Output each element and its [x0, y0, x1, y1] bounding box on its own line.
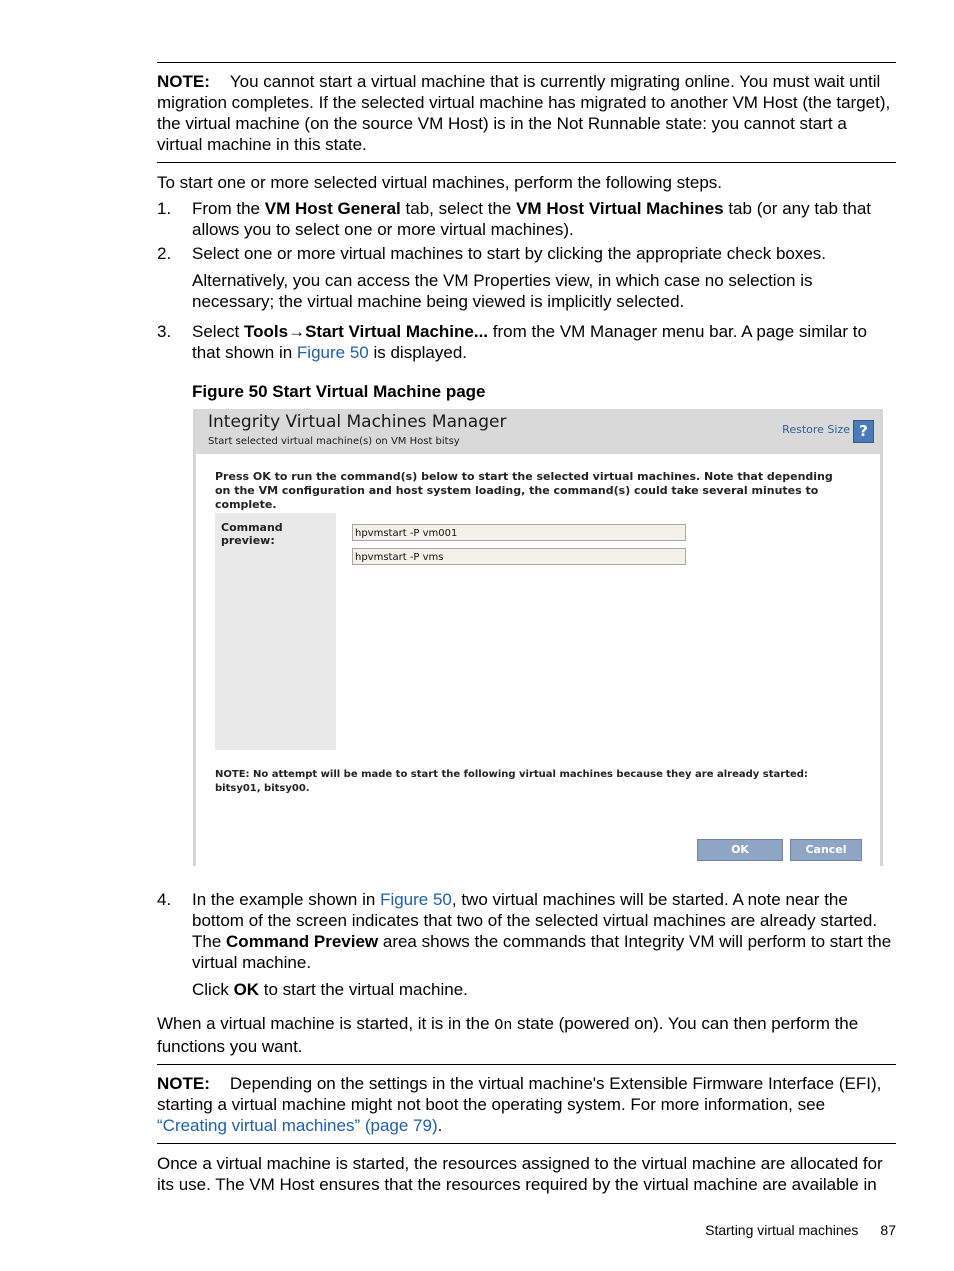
- figure-screenshot: [193, 409, 883, 866]
- note-migration: [157, 63, 896, 162]
- step-text: is displayed.: [368, 343, 468, 362]
- figure-header: [196, 409, 880, 454]
- cancel-button[interactable]: Cancel: [790, 839, 862, 861]
- command-preview-label: Command preview:: [221, 521, 283, 547]
- figure-link[interactable]: Figure 50: [296, 343, 369, 362]
- note-text: .: [437, 1116, 443, 1135]
- step-2: [157, 243, 896, 312]
- menu-term: Tools: [243, 322, 289, 341]
- step-text: area shows the commands that Integrity VM will perform to start the virtual machine.: [192, 932, 892, 972]
- page-footer: [705, 1222, 896, 1238]
- paragraph-text: When a virtual machine is started, it is in the: [157, 1014, 495, 1033]
- ui-term: OK: [233, 980, 260, 999]
- step-text: Select one or more virtual machines to start by clicking the appropriate check boxes.: [192, 244, 827, 263]
- paragraph-text: state (powered on). You can then perform the functions you want.: [157, 1014, 859, 1056]
- figure-subtitle: Start selected virtual machine(s) on VM Host bitsy: [208, 436, 460, 447]
- note-label: NOTE:: [157, 1074, 210, 1093]
- intro-paragraph: To start one or more selected virtual machines, perform the following steps.: [157, 173, 723, 192]
- note-efi: [157, 1065, 896, 1143]
- command-preview-panel: [215, 513, 336, 750]
- step-text: tab (or any tab that allows you to select one or more virtual machines).: [192, 199, 872, 239]
- note-text: Depending on the settings in the virtual machine's Extensible Firmware Interface (EFI), starting a virtual machine might not boot the operating system. For more information, see: [157, 1074, 882, 1114]
- step-text: In the example shown in: [192, 890, 381, 909]
- document-body-continued: [157, 889, 896, 1195]
- state-code: On: [494, 1017, 513, 1034]
- step-text: to start the virtual machine.: [259, 980, 468, 999]
- step-4: [157, 889, 896, 1000]
- figure-message: Press OK to run the command(s) below to start the selected virtual machines. Note that depending on the VM configuration and host system loading, the command(s) could take several minutes to complete.: [215, 470, 833, 511]
- figure-link[interactable]: Figure 50: [380, 890, 452, 909]
- step-2-alternative: Alternatively, you can access the VM Properties view, in which case no selection is necessary; the virtual machine being viewed is implicitly selected.: [192, 271, 813, 311]
- step-number: 1.: [157, 199, 172, 218]
- steps-list: [157, 198, 896, 363]
- figure-note: NOTE: No attempt will be made to start the following virtual machines because they are already started: bitsy01, bitsy00.: [215, 769, 808, 794]
- ui-term: Command Preview: [226, 932, 379, 951]
- note-bottom-rule: [157, 162, 896, 163]
- step-text: from the VM Manager menu bar. A page similar to that shown in: [192, 322, 867, 362]
- note-bottom-rule: [157, 1143, 896, 1144]
- step-number: 2.: [157, 244, 172, 263]
- ui-term: VM Host General: [264, 199, 401, 218]
- step-text: From the: [192, 199, 265, 218]
- command-field[interactable]: hpvmstart -P vms: [352, 548, 686, 565]
- powered-on-paragraph: [157, 1013, 896, 1057]
- help-icon[interactable]: ?: [853, 420, 874, 443]
- note-label: NOTE:: [157, 72, 210, 91]
- restore-size-link[interactable]: Restore Size: [782, 423, 850, 436]
- step-1: [157, 198, 896, 240]
- ui-term: VM Host Virtual Machines: [516, 199, 724, 218]
- step-text: Click: [192, 980, 234, 999]
- menu-arrow: →: [288, 322, 306, 341]
- figure-title: Integrity Virtual Machines Manager: [208, 412, 507, 432]
- figure-caption: Figure 50 Start Virtual Machine page: [192, 382, 486, 401]
- step-3: [157, 321, 896, 363]
- step-number: 4.: [157, 890, 172, 909]
- footer-section: Starting virtual machines: [705, 1222, 859, 1238]
- menu-term: Start Virtual Machine...: [305, 322, 489, 341]
- note-text: You cannot start a virtual machine that is currently migrating online. You must wait until migration completes. If the selected virtual machine has migrated to another VM Host (the target), the virtual machine (on the source VM Host) is in the Not Runnable state: you cannot start a virtual machine in this state.: [157, 72, 891, 154]
- closing-paragraph: Once a virtual machine is started, the resources assigned to the virtual machine are allocated for its use. The VM Host ensures that the resources required by the virtual machine are available in: [157, 1154, 883, 1194]
- step-number: 3.: [157, 322, 172, 341]
- command-field[interactable]: hpvmstart -P vm001: [352, 524, 686, 541]
- ok-button[interactable]: OK: [697, 839, 783, 861]
- cross-reference-link[interactable]: “Creating virtual machines” (page 79): [157, 1116, 438, 1135]
- page-number: 87: [880, 1222, 896, 1238]
- document-body: [157, 62, 896, 402]
- step-text: tab, select the: [400, 199, 517, 218]
- step-4-instruction: [192, 979, 896, 1000]
- step-text: Select: [192, 322, 244, 341]
- step-text: , two virtual machines will be started. A note near the bottom of the screen indicates that two of the selected virtual machines are already started. The: [192, 890, 878, 951]
